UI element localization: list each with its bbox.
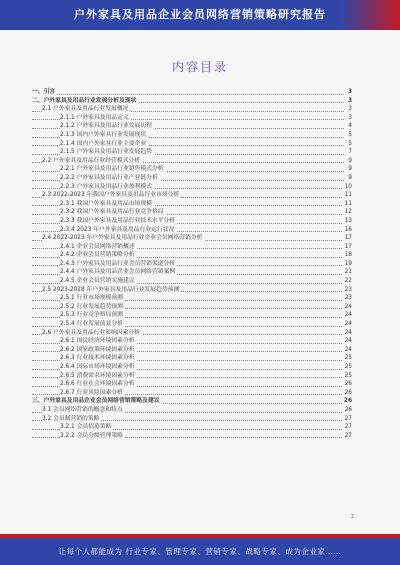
toc-entry[interactable] <box>32 243 352 252</box>
toc-entry-page: 27 <box>344 424 352 431</box>
toc-entry-page: 24 <box>344 321 352 328</box>
toc-entry-page: 24 <box>344 303 352 310</box>
toc-entry-label: 2.1.2 户外家具及用品行业发展历程 <box>60 123 152 130</box>
toc-entry-page: 9 <box>348 166 352 173</box>
toc-entry-page: 21 <box>344 269 352 276</box>
toc-entry[interactable] <box>32 363 352 372</box>
toc-entry[interactable] <box>32 131 352 140</box>
toc-entry[interactable] <box>32 234 352 243</box>
toc-entry-page: 26 <box>343 398 352 405</box>
toc-entry[interactable] <box>32 208 352 217</box>
toc-entry[interactable] <box>32 415 352 424</box>
toc-entry-page: 26 <box>344 381 352 388</box>
toc-entry-label: 2.4.1 企业会员网络营销概述 <box>60 243 135 250</box>
toc-entry[interactable] <box>32 217 352 226</box>
toc-entry-label: 2.1.4 国内户外家具行业主要企业 <box>60 140 147 147</box>
toc-entry[interactable] <box>32 397 352 406</box>
toc-entry[interactable] <box>32 294 352 303</box>
toc-entry[interactable] <box>32 157 352 166</box>
toc-entry-page: 26 <box>344 406 352 413</box>
toc-entry-label: 2.5.2 行业发展趋势预测 <box>60 303 123 310</box>
footer-slogan: 让每个人都能成为 行业专家、管理专家、营销专家、战略专家、成为企业家…… <box>58 547 342 556</box>
toc-entry-page: 25 <box>344 364 352 370</box>
toc-entry[interactable] <box>32 277 352 286</box>
toc-entry-label: 2.6.5 消费需求环境因素分析 <box>60 372 135 379</box>
toc-entry-label: 2.1.3 国内户外家具行业发展现状 <box>60 131 147 138</box>
toc-entry[interactable] <box>32 97 352 106</box>
toc-entry-page: 25 <box>344 355 352 362</box>
toc-entry-label: 2.3.4 2023 年户外家具及用品行业运行状况 <box>60 226 175 233</box>
toc-entry-label: 2.6.1 国民经济环境因素分析 <box>60 338 135 345</box>
toc-entry-page: 9 <box>348 174 352 181</box>
header-accent-stripe <box>340 0 400 30</box>
toc-entry-page: 17 <box>344 235 352 242</box>
toc-entry[interactable] <box>32 114 352 123</box>
toc-entry-label: 2.4.2 企业会员营销策略分析 <box>60 252 135 259</box>
toc-entry-label: 2.2.1 户外家具及用品行业销售模式分析 <box>60 166 164 173</box>
toc-entry-page: 9 <box>348 157 352 164</box>
toc-entry-page: 23 <box>344 295 352 302</box>
toc-entry[interactable] <box>32 406 352 415</box>
toc-heading: 内容目录 <box>171 60 228 74</box>
toc-entry-label: 2.5.1 行业市场规模预测 <box>60 295 123 302</box>
toc-entry-page: 17 <box>344 243 352 250</box>
toc-entry-page: 4 <box>348 123 352 130</box>
toc-entry[interactable] <box>32 303 352 312</box>
toc-entry-label: 2.5.3 行业竞争格局预测 <box>60 312 123 319</box>
toc-entry[interactable] <box>32 268 352 277</box>
toc-entry-page: 11 <box>344 200 352 207</box>
toc-entry[interactable] <box>32 260 352 269</box>
toc-entry-page: 3 <box>347 89 352 95</box>
toc-entry-page: 25 <box>344 372 352 379</box>
toc-entry-page: 27 <box>344 415 352 422</box>
toc-entry-page: 24 <box>344 346 352 353</box>
toc-entry-page: 3 <box>348 106 352 113</box>
toc-entry-page: 24 <box>344 312 352 319</box>
toc-entry[interactable] <box>32 251 352 260</box>
table-of-contents <box>32 88 352 440</box>
toc-entry-page: 16 <box>344 226 352 233</box>
toc-entry[interactable] <box>32 380 352 389</box>
toc-entry-page: 18 <box>344 252 352 259</box>
toc-entry-page: 3 <box>347 97 352 104</box>
toc-entry[interactable] <box>32 122 352 131</box>
toc-entry-label: 2.1.5 户外家具及用品行业发展趋势 <box>60 149 152 156</box>
toc-entry-page: 27 <box>344 432 352 439</box>
toc-entry[interactable] <box>32 372 352 381</box>
toc-entry-page: 23 <box>344 286 352 293</box>
toc-entry[interactable] <box>32 346 352 355</box>
toc-entry[interactable] <box>32 140 352 149</box>
toc-entry-label: 三、户外家具及用品企业会员网络营销策略及建议 <box>32 398 160 405</box>
toc-entry[interactable] <box>32 200 352 209</box>
toc-entry[interactable] <box>32 337 352 346</box>
toc-entry-page: 11 <box>344 192 352 199</box>
toc-entry[interactable] <box>32 165 352 174</box>
toc-entry[interactable] <box>32 183 352 192</box>
toc-entry-label: 2.4.3 户外家具及用品行业会员营销渠道分析 <box>60 260 176 267</box>
toc-entry-label: 2.1 户外家具及用品行业发展概况 <box>42 106 129 113</box>
toc-leader-dots <box>32 94 344 95</box>
toc-entry-label: 2.4.5 企业会员营销实施建议 <box>60 278 135 285</box>
toc-entry-label: 3.2.1 会员招募策略 <box>60 424 112 431</box>
toc-entry-label: 一、引言 <box>32 89 56 95</box>
toc-entry-page: 12 <box>344 209 352 216</box>
toc-entry-label: 2.4.4 户外家具及用品企业会员网络营销案例 <box>60 269 176 276</box>
toc-entry-label: 2.5.4 行业发展前景分析 <box>60 321 123 328</box>
toc-entry-label: 2.1.1 户外家具及用品定义 <box>60 114 129 121</box>
toc-entry-label: 3.1 会员网络营销的概念和特点 <box>42 406 123 413</box>
toc-entry-page: 7 <box>348 149 352 156</box>
toc-entry[interactable] <box>32 389 352 398</box>
toc-entry[interactable] <box>32 320 352 329</box>
toc-entry-page: 19 <box>344 260 352 267</box>
toc-entry[interactable] <box>32 105 352 114</box>
toc-entry-label: 2.6 户外家具及用品行业影响因素分析 <box>42 329 141 336</box>
toc-entry[interactable] <box>32 174 352 183</box>
page-number: 2 <box>350 514 354 520</box>
toc-entry-label: 2.2.2 户外家具及用品行业产业链分析 <box>60 174 158 181</box>
toc-entry[interactable] <box>32 148 352 157</box>
toc-entry-page: 5 <box>348 140 352 147</box>
toc-entry-page: 24 <box>344 338 352 345</box>
toc-entry[interactable] <box>32 329 352 338</box>
toc-entry-page: 22 <box>344 278 352 285</box>
toc-entry-label: 3.2.2 会员分级管理策略 <box>60 432 123 439</box>
toc-entry-label: 3.2 会员制营销的策略 <box>42 415 100 422</box>
toc-entry[interactable] <box>32 354 352 363</box>
toc-entry-label: 2.6.6 行业社会环境因素分析 <box>60 381 135 388</box>
toc-entry-page: 26 <box>344 389 352 396</box>
toc-entry[interactable] <box>32 226 352 235</box>
toc-entry-page: 3 <box>348 114 352 121</box>
toc-entry[interactable] <box>32 88 352 97</box>
toc-entry-label: 2.6.2 国家政策环境因素分析 <box>60 346 135 353</box>
toc-entry-label: 2.6.7 行业风险因素分析 <box>60 389 123 396</box>
report-footer <box>0 534 400 565</box>
toc-entry[interactable] <box>32 191 352 200</box>
toc-entry[interactable] <box>32 432 352 441</box>
toc-entry-page: 24 <box>344 329 352 336</box>
toc-entry[interactable] <box>32 286 352 295</box>
toc-entry-page: 13 <box>344 217 352 224</box>
toc-entry[interactable] <box>32 311 352 320</box>
report-header <box>0 0 400 30</box>
toc-entry-label: 2.3.2 我国户外家具及用品行业竞争格局 <box>60 209 164 216</box>
toc-entry-label: 2.3.1 我国户外家具及用品市场规模 <box>60 200 152 207</box>
toc-entry-label: 2.4 2022-2023 年户外家具及用品行业企业会员网络营销分析 <box>42 235 203 242</box>
toc-entry-label: 2.3.3 我国户外家具及用品行业技术水平分析 <box>60 217 176 224</box>
toc-entry-label: 2.3 2022-2023 年我国户外家具及用品行业市场分析 <box>42 192 180 199</box>
toc-entry-label: 2.6.4 国际市场环境因素分析 <box>60 364 135 370</box>
toc-entry-label: 2.2.3 户外家具及用品行业盈利模式 <box>60 183 152 190</box>
toc-entry-label: 2.6.3 行业技术环境因素分析 <box>60 355 135 362</box>
toc-entry-label: 2.5 2023-2028 年户外家具及用品行业发展趋势预测 <box>42 286 180 293</box>
toc-entry-label: 二、户外家具及用品行业发展分析及现状 <box>32 97 137 104</box>
toc-entry-page: 10 <box>344 183 352 190</box>
toc-entry-page: 5 <box>348 131 352 138</box>
toc-entry-label: 2.2 户外家具及用品行业经营模式分析 <box>42 157 141 164</box>
report-title: 户外家具及用品企业会员网络营销策略研究报告 <box>74 8 326 21</box>
toc-entry[interactable] <box>32 423 352 432</box>
